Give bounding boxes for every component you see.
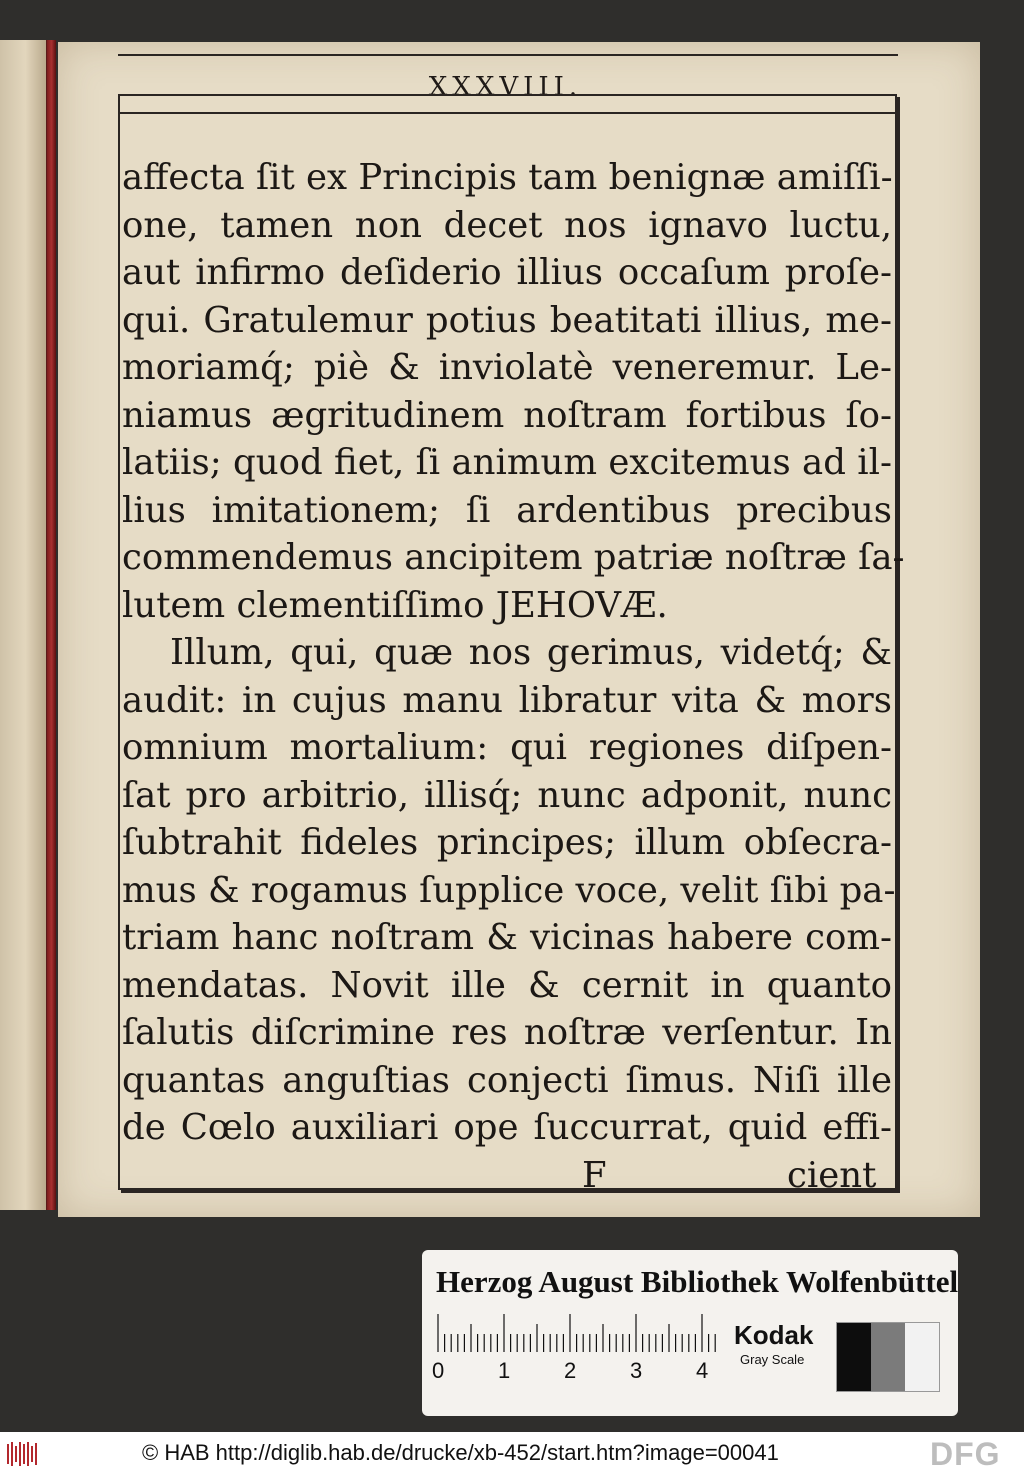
text-line: aut infirmo deſiderio illius occaſum proſe-	[122, 252, 892, 293]
text-line: quantas anguſtias conjecti ſimus. Niſi ille	[122, 1059, 892, 1101]
ruler-number: 2	[564, 1358, 577, 1383]
book-page	[58, 42, 980, 1217]
text-line: audit: in cujus manu libratur vita & mors	[122, 679, 892, 721]
kodak-brand: Kodak	[734, 1320, 814, 1350]
ruler-scale	[436, 1312, 722, 1352]
text-line: ſalutis diſcrimine res noſtræ verſentur. In	[122, 1012, 892, 1053]
ruler-number: 3	[630, 1358, 643, 1383]
text-line: de Cœlo auxiliari ope ſuccurrat, quid effi-	[122, 1107, 892, 1148]
dfg-logo: DFG	[930, 1436, 1001, 1472]
text-line: ſubtrahit fideles principes; illum obſecra-	[122, 822, 892, 863]
gray-swatches	[836, 1322, 940, 1392]
hab-logo-icon	[6, 1440, 40, 1468]
binding-edge	[47, 40, 56, 1210]
text-line: qui. Gratulemur potius beatitati illius, me-	[122, 299, 892, 341]
ruler-number: 4	[696, 1358, 709, 1383]
text-line: Illum, qui, quæ nos gerimus, videtq́; &	[170, 632, 892, 673]
text-line: lutem clementiſſimo JEHOVÆ.	[122, 584, 668, 626]
swatch-black	[837, 1323, 871, 1391]
text-line: commendemus ancipitem patriæ noſtræ ſa-	[122, 537, 905, 578]
signature-mark: F	[582, 1154, 607, 1196]
copyright-url: © HAB http://diglib.hab.de/drucke/xb-452/start.htm?image=00041	[142, 1440, 779, 1465]
library-title: Herzog August Bibliothek Wolfenbüttel	[436, 1264, 959, 1299]
top-rule	[118, 54, 898, 56]
text-line: moriamq́; piè & inviolatè veneremur. Le-	[122, 347, 892, 388]
text-line: omnium mortalium: qui regiones diſpen-	[122, 727, 892, 768]
body-text	[122, 154, 905, 1199]
text-line: mendatas. Novit ille & cernit in quanto	[122, 964, 892, 1006]
signature-line	[122, 1152, 892, 1200]
text-line: affecta ſit ex Principis tam benignæ amiſſi-	[122, 157, 893, 198]
page-number-header: XXXVIII.	[428, 72, 583, 102]
text-line: mus & rogamus ſupplice voce, velit ſibi pa-	[122, 869, 896, 911]
catchword: cient	[787, 1154, 877, 1196]
swatch-white	[905, 1323, 939, 1391]
text-line: lius imitationem; ſi ardentibus precibus	[122, 489, 892, 531]
gray-scale-caption: Gray Scale	[740, 1352, 805, 1367]
swatch-gray	[871, 1323, 905, 1391]
text-line: ſat pro arbitrio, illisq́; nunc adponit, nunc	[122, 774, 892, 816]
text-line: niamus ægritudinem noſtram fortibus ſo-	[122, 394, 892, 436]
color-target-label	[422, 1250, 958, 1416]
text-line: one, tamen non decet nos ignavo luctu,	[122, 204, 892, 246]
footer-bar	[0, 1432, 1024, 1476]
text-line: triam hanc noſtram & vicinas habere com-	[122, 917, 892, 958]
ruler-number: 1	[498, 1358, 511, 1383]
text-line: latiis; quod fiet, ſi animum excitemus ad il-	[122, 442, 892, 483]
left-page-edge	[0, 40, 48, 1210]
ruler-number: 0	[432, 1358, 445, 1383]
